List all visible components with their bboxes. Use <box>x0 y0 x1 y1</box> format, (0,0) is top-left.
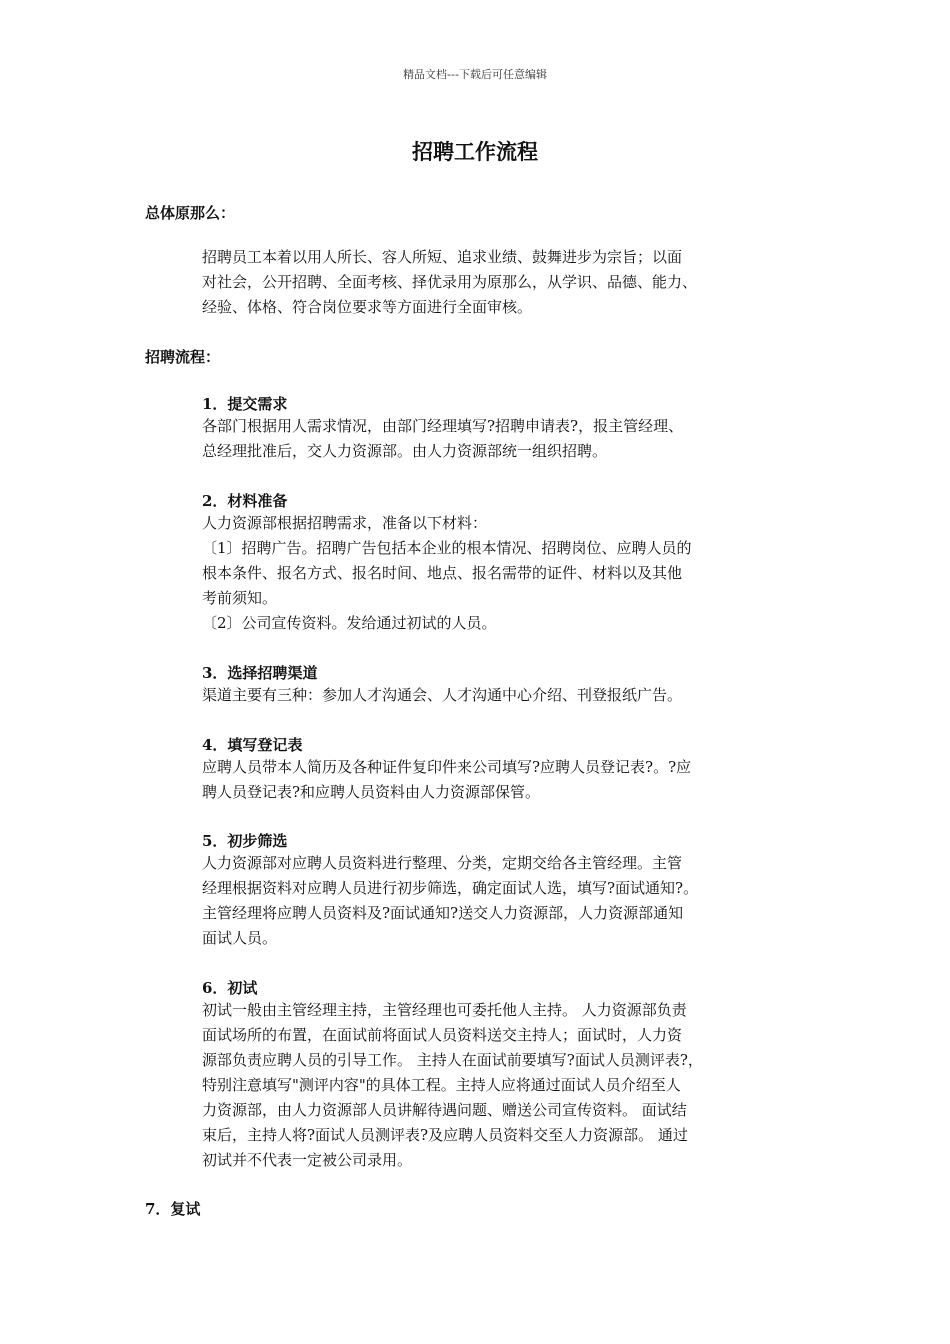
step-2-title: 2．材料准备 <box>202 492 288 510</box>
step-line: 应聘人员带本人简历及各种证件复印件来公司填写?应聘人员登记表?。?应 <box>202 758 692 776</box>
process-heading: 招聘流程： <box>145 348 221 366</box>
principle-heading: 总体原那么： <box>145 204 236 222</box>
principle-line: 经验、体格、符合岗位要求等方面进行全面审核。 <box>202 298 533 316</box>
step-3-body <box>202 683 762 708</box>
step-line: 初试一般由主管经理主持，主管经理也可委托他人主持。 人力资源部负责 <box>202 1001 687 1019</box>
step-6-body <box>202 998 762 1173</box>
step-line: 面试场所的布置，在面试前将面试人员资料送交主持人；面试时，人力资 <box>202 1026 683 1044</box>
principle-line: 招聘员工本着以用人所长、容人所短、追求业绩、鼓舞进步为宗旨；以面 <box>202 248 683 266</box>
document-title: 招聘工作流程 <box>412 139 538 164</box>
step-line: 渠道主要有三种：参加人才沟通会、人才沟通中心介绍、刊登报纸广告。 <box>202 686 683 704</box>
step-line: 根本条件、报名方式、报名时间、地点、报名需带的证件、材料以及其他 <box>202 564 683 582</box>
step-3-title: 3．选择招聘渠道 <box>202 664 318 682</box>
step-line: 考前须知。 <box>202 589 278 607</box>
step-4-body <box>202 755 762 805</box>
step-line: 人力资源部对应聘人员资料进行整理、分类，定期交给各主管经理。主管 <box>202 854 683 872</box>
step-line: 源部负责应聘人员的引导工作。 主持人在面试前要填写?面试人员测评表?， <box>202 1051 703 1069</box>
header-note: 精品文档---下载后可任意编辑 <box>403 68 547 81</box>
step-2-body <box>202 511 762 636</box>
step-5-body <box>202 851 762 951</box>
step-line: 力资源部，由人力资源部人员讲解待遇问题、赠送公司宣传资料。 面试结 <box>202 1101 687 1119</box>
step-line: 聘人员登记表?和应聘人员资料由人力资源部保管。 <box>202 783 541 801</box>
step-4-title: 4．填写登记表 <box>202 736 303 754</box>
step-1-body <box>202 414 762 464</box>
step-line: 初试并不代表一定被公司录用。 <box>202 1151 413 1169</box>
step-line: 人力资源部根据招聘需求，准备以下材料： <box>202 514 488 532</box>
step-5-title: 5．初步筛选 <box>202 832 288 850</box>
step-line: 〔1〕招聘广告。招聘广告包括本企业的根本情况、招聘岗位、应聘人员的 <box>202 539 692 557</box>
principle-paragraph <box>202 245 762 320</box>
step-line: 〔2〕公司宣传资料。发给通过初试的人员。 <box>202 614 497 632</box>
step-line: 总经理批准后，交人力资源部。由人力资源部统一组织招聘。 <box>202 442 608 460</box>
step-line: 各部门根据用人需求情况，由部门经理填写?招聘申请表?，报主管经理、 <box>202 417 684 435</box>
step-line: 特别注意填写"测评内容"的具体工程。主持人应将通过面试人员介绍至人 <box>202 1076 681 1094</box>
step-6-title: 6．初试 <box>202 979 258 997</box>
step-line: 面试人员。 <box>202 929 278 947</box>
principle-line: 对社会，公开招聘、全面考核、择优录用为原那么，从学识、品德、能力、 <box>202 273 698 291</box>
step-line: 经理根据资料对应聘人员进行初步筛选，确定面试人选，填写?面试通知?。 <box>202 879 699 897</box>
step-1-title: 1．提交需求 <box>202 395 288 413</box>
step-7-title: 7．复试 <box>145 1200 201 1218</box>
step-line: 束后，主持人将?面试人员测评表?及应聘人员资料交至人力资源部。 通过 <box>202 1126 688 1144</box>
step-line: 主管经理将应聘人员资料及?面试通知?送交人力资源部，人力资源部通知 <box>202 904 684 922</box>
